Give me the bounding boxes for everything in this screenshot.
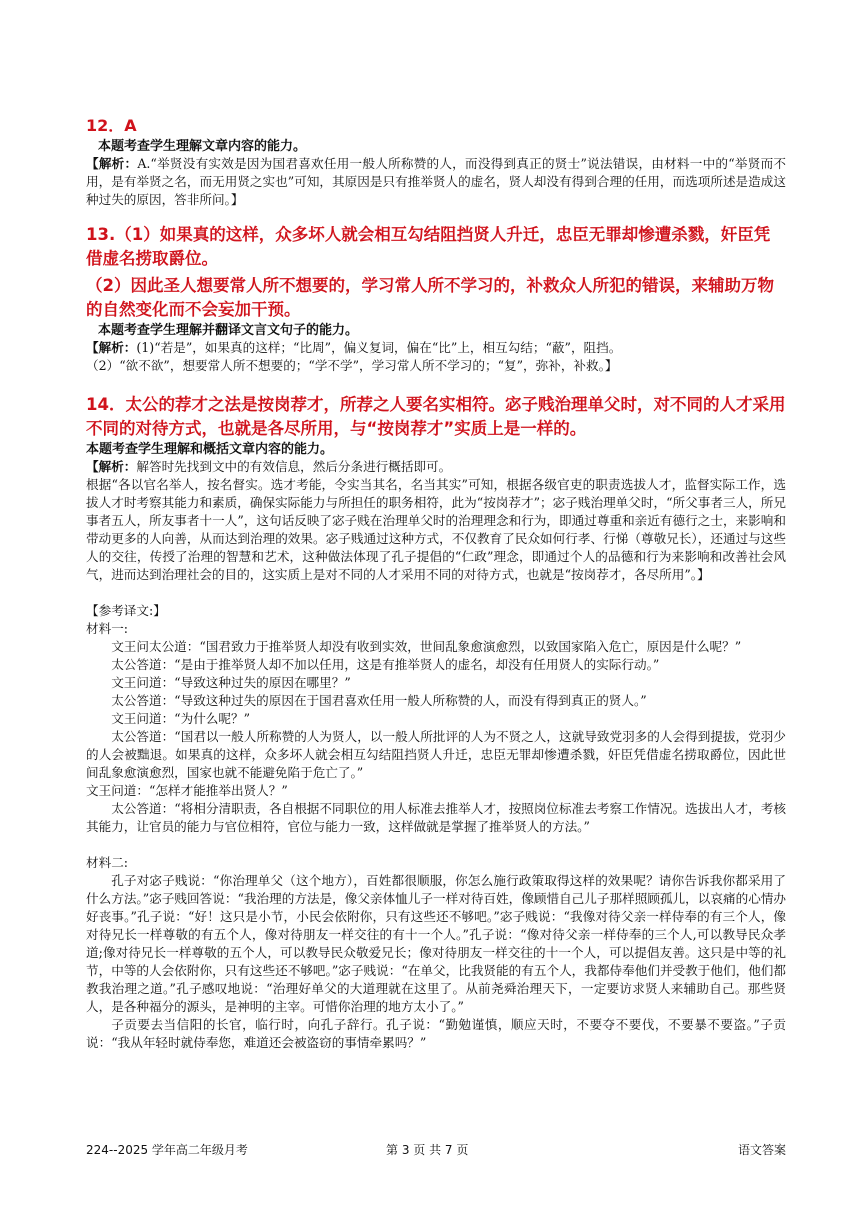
q13-analysis-2: （2）“欲不欲”，想要常人所不想要的；“学不学”，学习常人所不学习的；“复”，弥补，补救。】: [86, 358, 618, 373]
material-one-paragraph: 太公答道：“国君以一般人所称赞的人为贤人，以一般人所批评的人为不贤之人，这就导致党羽多的人会得到提拔，党羽少的人会被黜退。如果真的这样，众多坏人就会相互勾结阻挡贤人升迁，忠臣无罪却惨遭杀戮，奸臣凭借虚名捞取爵位，因此世间乱象愈演愈烈，国家也就不能避免陷于危亡了。”: [86, 729, 786, 780]
q12-answer: 12．A: [86, 116, 137, 135]
material-one-paragraph: 文王问道：“为什么呢？”: [111, 711, 251, 726]
material-one-paragraph: 太公答道：“将相分清职责，各自根据不同职位的用人标准去推举人才，按照岗位标准去考察工作情况。选拔出人才，考核其能力，让官员的能力与官位相符，官位与能力一致，这样做就是掌握了推举贤人的方法。”: [86, 801, 786, 834]
q14-analysis-para: 根据“各以官名举人，按名督实。选才考能，令实当其名，名当其实”可知，根据各级官吏的职责选拔人才，监督实际工作，选拔人才时考察其能力和素质，确保实际能力与所担任的职务相符，此为“按岗荐才”；宓子贱治理单父时，“所父事者三人，所兄事者五人，所友事者十一人”，这句话反映了宓子贱在治理单父时的治理理念和行为，即通过尊重和亲近有德行之士，来影响和带动更多的人向善，从而达到治理的效果。宓子贱通过这种方式，不仅教育了民众如何行孝、行悌（尊敬兄长），还通过与这些人的交往，传授了治理的智慧和艺术，这种做法体现了孔子提倡的“仁政”理念，即通过个人的品德和行为来影响和改善社会风气，进而达到治理社会的目的，这实质上是对不同的人才采用不同的对待方式，也就是“按岗荐才，各尽所用”。】: [86, 477, 786, 582]
material-one-paragraph: 文王问道：“导致这种过失的原因在哪里？”: [111, 675, 351, 690]
q13-skill: 本题考查学生理解并翻译文言文句子的能力。: [98, 323, 359, 338]
material-one-paragraph: 太公答道：“导致这种过失的原因在于国君喜欢任用一般人所称赞的人，而没有得到真正的贤人。”: [111, 693, 647, 708]
q14-skill: 本题考查学生理解和概括文章内容的能力。: [86, 442, 334, 457]
q13-analysis-label: 【解析：: [86, 340, 137, 355]
material-one-title: 材料一:: [86, 621, 129, 636]
material-two-title: 材料二:: [86, 855, 129, 870]
material-two: [86, 872, 786, 1052]
material-one-paragraph: 文王问道：“怎样才能推举出贤人？”: [86, 783, 288, 798]
page-footer: [86, 1141, 786, 1159]
document-body: [86, 114, 786, 1052]
material-one-paragraph: 太公答道：“是由于推举贤人却不加以任用，这是有推举贤人的虚名，却没有任用贤人的实际行动。”: [111, 657, 660, 672]
q12-analysis: [86, 155, 786, 209]
q13-answer-2: （2）因此圣人想要常人所不想要的，学习常人所不学习的，补救众人所犯的错误，来辅助万物的自然变化而不会妄加干预。: [86, 276, 774, 319]
material-two-paragraph: 子贡要去当信阳的长官，临行时，向孔子辞行。孔子说：“勤勉谨慎，顺应天时，不要夺不要伐，不要暴不要盗。”子贡说：“我从年轻时就侍奉您，难道还会被盗窃的事情牵累吗？”: [86, 1017, 786, 1050]
footer-page-number: 第 3 页 共 7 页: [386, 1143, 469, 1157]
q14-analysis-1: [86, 458, 786, 476]
q12-analysis-label: 【解析：: [86, 156, 138, 171]
q13-analysis-line1: (1)“若是”，如果真的这样；“比周”，偏义复词，偏在“比”上，相互勾结；“蔽”，阻挡。: [136, 340, 622, 355]
material-two-paragraph: 孔子对宓子贱说：“你治理单父（这个地方），百姓都很顺服，你怎么施行政策取得这样的效果呢？请你告诉我你都采用了什么方法。”宓子贱回答说：“我治理的方法是，像父亲体恤儿子一样对待百姓，像顾惜自己儿子那样照顾孤儿，以哀痛的心情办好丧事。”孔子说：“好！这只是小节，小民会依附你，只有这些还不够吧。”宓子贱说：“我像对待父亲一样侍奉的有三个人，像对待兄长一样尊敬的有五个人，像对待朋友一样交往的有十一个人。”孔子说：“像对待父亲一样侍奉的三个人,可以教导民众孝道;像对待兄长一样尊敬的五个人，可以教导民众敬爱兄长；像对待朋友一样交往的十一个人，可以提倡友善。这只是中等的礼节，中等的人会依附你，只有这些还不够吧。”宓子贱说：“在单父，比我贤能的有五个人，我都侍奉他们并受教于他们，他们都教我治理之道。”孔子感叹地说：“治理好单父的大道理就在这里了。从前尧舜治理天下，一定要访求贤人来辅助自己。那些贤人，是各种福分的源头，是神明的主宰。可惜你治理的地方太小了。”: [86, 873, 786, 1014]
q13-answer-1: 13.（1）如果真的这样，众多坏人就会相互勾结阻挡贤人升迁，忠臣无罪却惨遭杀戮，奸臣凭借虚名捞取爵位。: [86, 225, 771, 268]
q12-analysis-text: A.“举贤没有实效是因为国君喜欢任用一般人所称赞的人，而没得到真正的贤士”说法错误，由材料一中的“举贤而不用，是有举贤之名，而无用贤之实也”可知，其原因是只有推举贤人的虚名，贤人却没有得到合理的任用，而选项所述是造成这种过失的原因，答非所问。】: [86, 156, 787, 207]
q14-analysis-line1: 解答时先找到文中的有效信息，然后分条进行概括即可。: [136, 459, 452, 474]
footer-subject: 语文答案: [737, 1143, 786, 1157]
q14-answer: 14．太公的荐才之法是按岗荐才，所荐之人要名实相符。宓子贱治理单父时，对不同的人才采用不同的对待方式，也就是各尽所用，与“按岗荐才”实质上是一样的。: [86, 395, 786, 438]
q13-analysis-1: [86, 339, 786, 357]
q14-analysis-label: 【解析：: [86, 459, 137, 474]
translation-heading: 【参考译文:】: [86, 603, 166, 618]
q12-skill: 本题考查学生理解文章内容的能力。: [98, 139, 307, 154]
material-one: [86, 638, 786, 836]
material-one-paragraph: 文王问太公道：“国君致力于推举贤人却没有收到实效，世间乱象愈演愈烈，以致国家陷入危亡，原因是什么呢？”: [111, 639, 742, 654]
footer-school-year: 224--2025 学年高二年级月考: [86, 1143, 248, 1157]
